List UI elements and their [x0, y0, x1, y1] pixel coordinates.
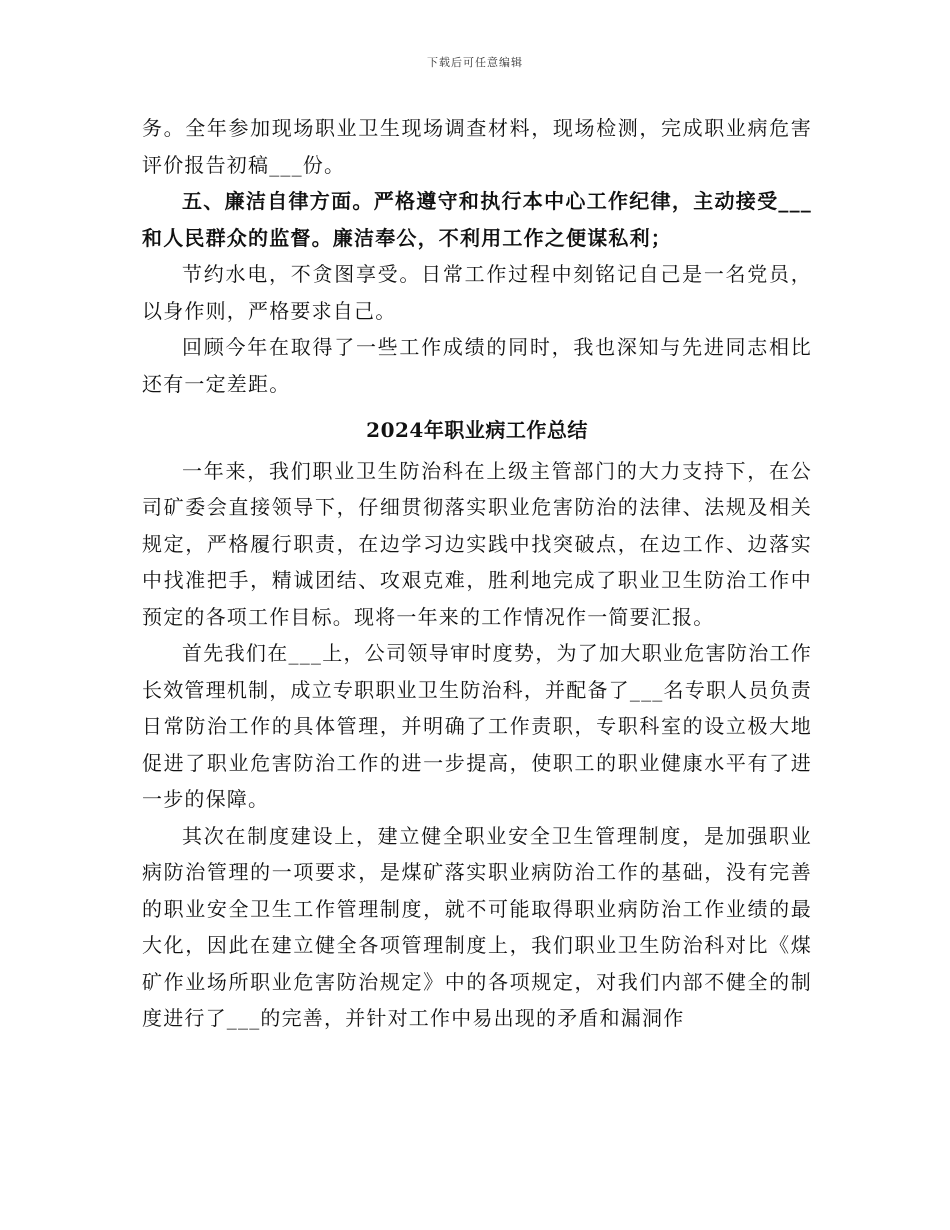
- document-body: [142, 110, 812, 1037]
- paragraph-organization: 首先我们在___上，公司领导审时度势，为了加大职业危害防治工作长效管理机制，成立专职职业卫生防治科，并配备了___名专职人员负责日常防治工作的具体管理，并明确了工作责职，专职科室的设立极大地促进了职业危害防治工作的进一步提高，使职工的职业健康水平有了进一步的保障。: [142, 641, 812, 811]
- paragraph-integrity-heading: 五、廉洁自律方面。严格遵守和执行本中心工作纪律，主动接受___和人民群众的监督。廉洁奉公，不利用工作之便谋私利；: [142, 189, 812, 250]
- page-header: 下载后可任意编辑: [427, 56, 523, 69]
- paragraph-continuation: 务。全年参加现场职业卫生现场调查材料，现场检测，完成职业病危害评价报告初稿___份。: [142, 116, 812, 177]
- paragraph-intro: 一年来，我们职业卫生防治科在上级主管部门的大力支持下，在公司矿委会直接领导下，仔细贯彻落实职业危害防治的法律、法规及相关规定，严格履行职责，在边学习边实践中找突破点，在边工作、边落实中找准把手，精诚团结、攻艰克难，胜利地完成了职业卫生防治工作中预定的各项工作目标。现将一年来的工作情况作一简要汇报。: [142, 458, 812, 629]
- section-title: 2024年职业病工作总结: [366, 418, 588, 442]
- paragraph-system-building: 其次在制度建设上，建立健全职业安全卫生管理制度，是加强职业病防治管理的一项要求，是煤矿落实职业病防治工作的基础，没有完善的职业安全卫生工作管理制度，就不可能取得职业病防治工作业绩的最大化，因此在建立健全各项管理制度上，我们职业卫生防治科对比《煤矿作业场所职业危害防治规定》中的各项规定，对我们内部不健全的制度进行了___的完善，并针对工作中易出现的矛盾和漏洞作: [142, 823, 812, 1030]
- paragraph-review: 回顾今年在取得了一些工作成绩的同时，我也深知与先进同志相比还有一定差距。: [142, 335, 812, 396]
- paragraph-frugality: 节约水电，不贪图享受。日常工作过程中刻铭记自己是一名党员，以身作则，严格要求自己。: [142, 262, 812, 323]
